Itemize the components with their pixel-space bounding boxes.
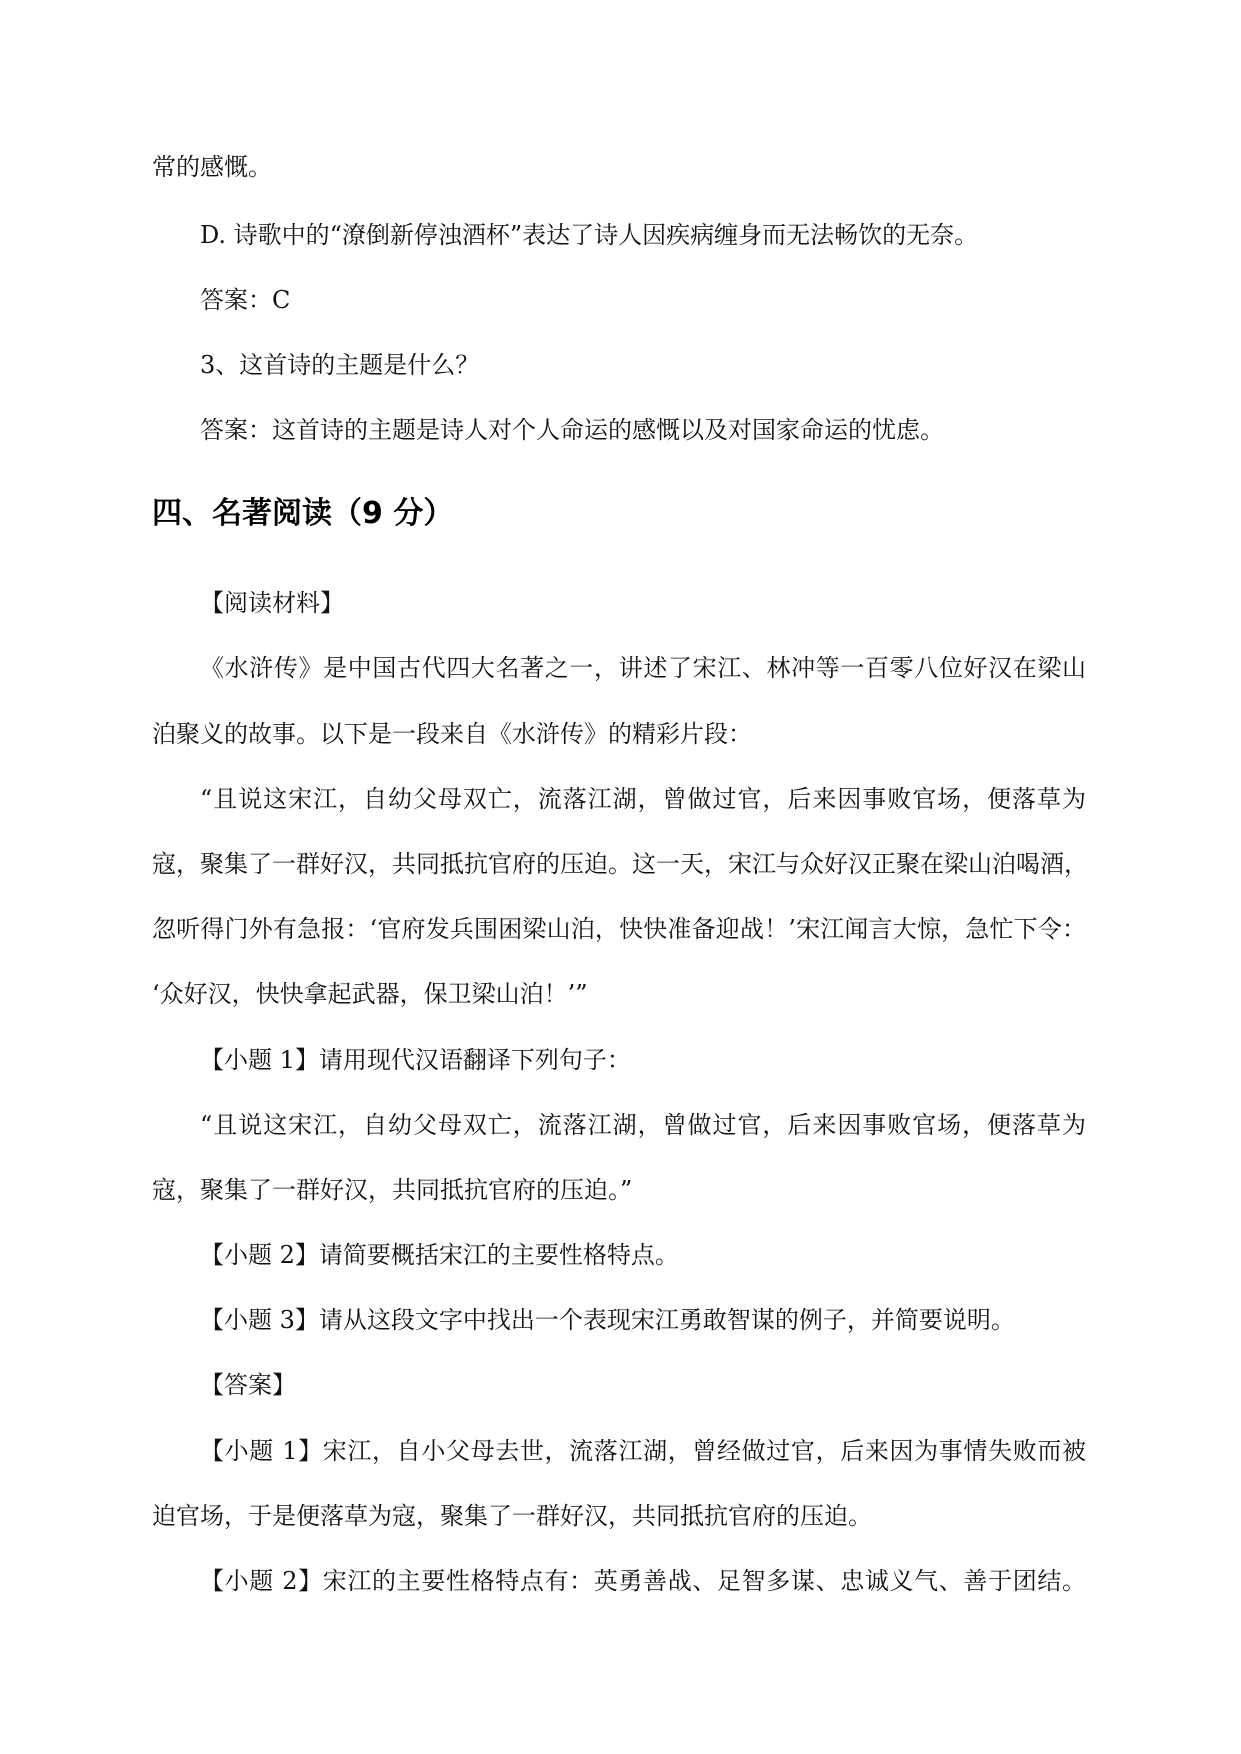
subquestion-2: 【小题 2】请简要概括宋江的主要性格特点。: [200, 1241, 679, 1269]
quote-line: 忽听得门外有急报：‘官府发兵围困梁山泊，快快准备迎战！’宋江闻言大惊，急忙下令：: [152, 915, 1086, 943]
answer-2: 【小题 2】宋江的主要性格特点有：英勇善战、足智多谋、忠诚义气、善于团结。: [200, 1567, 1086, 1595]
quote-line: “且说这宋江，自幼父母双亡，流落江湖，曾做过官，后来因事败官场，便落草为: [200, 1111, 1086, 1139]
section-heading: 四、名著阅读（9 分）: [152, 496, 454, 531]
paragraph-line: 泊聚义的故事。以下是一段来自《水浒传》的精彩片段：: [152, 720, 752, 748]
quote-line: 寇，聚集了一群好汉，共同抵抗官府的压迫。”: [152, 1176, 633, 1204]
question-3: 3、这首诗的主题是什么？: [200, 351, 480, 379]
text-line-continuation: 常的感慨。: [152, 153, 272, 181]
paragraph-line: 《水浒传》是中国古代四大名著之一，讲述了宋江、林冲等一百零八位好汉在梁山: [200, 654, 1086, 682]
quote-line: 寇，聚集了一群好汉，共同抵抗官府的压迫。这一天，宋江与众好汉正聚在梁山泊喝酒，: [152, 850, 1088, 878]
answer-line: 答案：C: [200, 286, 291, 314]
answer-1: 【小题 1】宋江，自小父母去世，流落江湖，曾经做过官，后来因为事情失败而被: [200, 1437, 1086, 1465]
subquestion-1: 【小题 1】请用现代汉语翻译下列句子：: [200, 1046, 631, 1074]
answer-3: 答案：这首诗的主题是诗人对个人命运的感慨以及对国家命运的忧虑。: [200, 416, 944, 444]
quote-line: ‘众好汉，快快拿起武器，保卫梁山泊！’”: [152, 980, 588, 1008]
subquestion-3: 【小题 3】请从这段文字中找出一个表现宋江勇敢智谋的例子，并简要说明。: [200, 1306, 1015, 1334]
reading-material-label: 【阅读材料】: [200, 589, 344, 617]
answer-1-cont: 迫官场，于是便落草为寇，聚集了一群好汉，共同抵抗官府的压迫。: [152, 1502, 872, 1530]
option-d: D. 诗歌中的“潦倒新停浊酒杯”表达了诗人因疾病缠身而无法畅饮的无奈。: [200, 221, 979, 249]
quote-line: “且说这宋江，自幼父母双亡，流落江湖，曾做过官，后来因事败官场，便落草为: [200, 785, 1086, 813]
answer-label: 【答案】: [200, 1371, 296, 1399]
